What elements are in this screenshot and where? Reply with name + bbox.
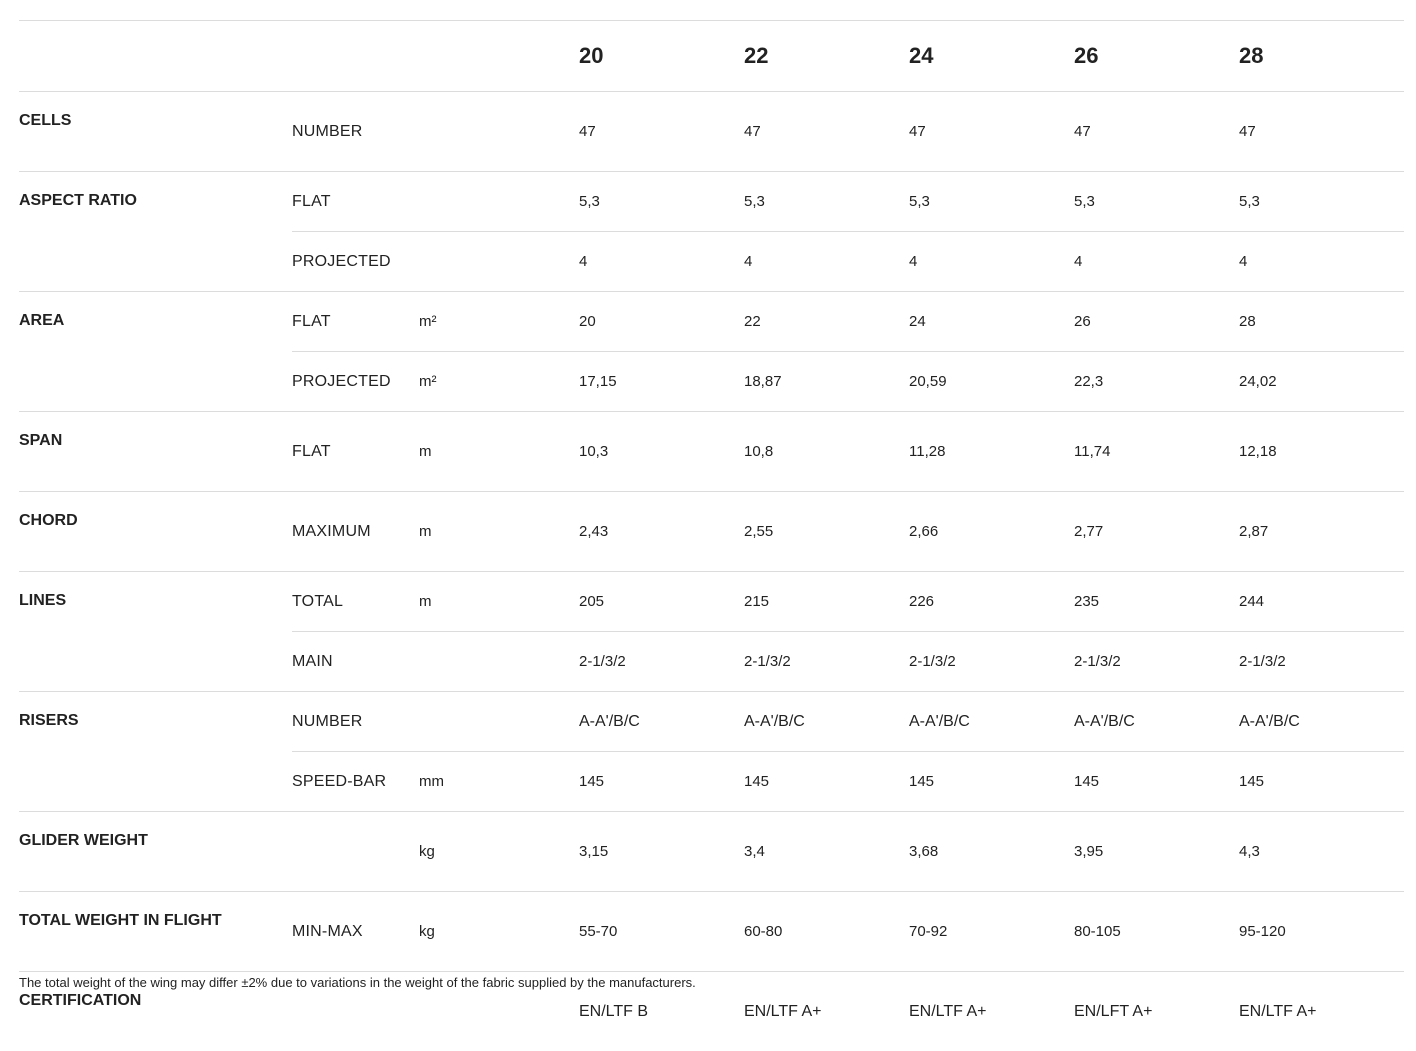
spec-value: 2,66 [909, 492, 1074, 572]
row-subcategory: MAXIMUM [292, 492, 419, 572]
size-header-row [19, 21, 1404, 92]
row-subcategory: PROJECTED [292, 232, 419, 292]
row-subcategory: TOTAL [292, 572, 419, 632]
spec-value: 4 [909, 232, 1074, 292]
header-blank-unit [419, 21, 579, 92]
spec-value: 145 [909, 752, 1074, 812]
spec-value: 5,3 [1239, 172, 1404, 232]
spec-value: 5,3 [909, 172, 1074, 232]
row-category: CHORD [19, 492, 292, 572]
header-blank-sub [292, 21, 419, 92]
row-subcategory: FLAT [292, 172, 419, 232]
spec-value: 22,3 [1074, 352, 1239, 412]
spec-value: 4 [1074, 232, 1239, 292]
spec-value: EN/LTF B [579, 972, 744, 1051]
spec-value: 47 [1239, 92, 1404, 172]
spec-value: 11,74 [1074, 412, 1239, 492]
spec-value: 215 [744, 572, 909, 632]
spec-value: 18,87 [744, 352, 909, 412]
row-unit: m [419, 572, 579, 632]
table-row [19, 412, 1404, 492]
spec-value: 47 [909, 92, 1074, 172]
table-row [19, 292, 1404, 352]
row-subcategory: FLAT [292, 412, 419, 492]
spec-value: 12,18 [1239, 412, 1404, 492]
table-row [19, 92, 1404, 172]
row-category: CERTIFICATION [19, 972, 292, 1051]
spec-value: 55-70 [579, 892, 744, 972]
row-subcategory: MAIN [292, 632, 419, 692]
row-unit: kg [419, 892, 579, 972]
spec-value: A-A'/B/C [579, 692, 744, 752]
spec-value: EN/LTF A+ [1239, 972, 1404, 1051]
spec-value: 17,15 [579, 352, 744, 412]
spec-value: 24,02 [1239, 352, 1404, 412]
row-category: SPAN [19, 412, 292, 492]
row-unit: m² [419, 352, 579, 412]
spec-value: 5,3 [744, 172, 909, 232]
size-header: 28 [1239, 21, 1404, 92]
spec-value: 145 [1239, 752, 1404, 812]
spec-value: 244 [1239, 572, 1404, 632]
table-row [19, 692, 1404, 752]
row-category: LINES [19, 572, 292, 692]
spec-value: 2,87 [1239, 492, 1404, 572]
size-header: 20 [579, 21, 744, 92]
row-unit: kg [419, 812, 579, 892]
spec-value: 47 [579, 92, 744, 172]
spec-value: 2,77 [1074, 492, 1239, 572]
row-unit [419, 232, 579, 292]
spec-value: 70-92 [909, 892, 1074, 972]
spec-value: 5,3 [579, 172, 744, 232]
spec-value: 3,95 [1074, 812, 1239, 892]
table-row [19, 172, 1404, 232]
spec-value: 80-105 [1074, 892, 1239, 972]
specs-table-container [19, 20, 1404, 1051]
size-header: 24 [909, 21, 1074, 92]
table-row [19, 572, 1404, 632]
spec-value: 60-80 [744, 892, 909, 972]
spec-value: 2-1/3/2 [579, 632, 744, 692]
spec-value: 226 [909, 572, 1074, 632]
row-unit [419, 172, 579, 232]
spec-value: A-A'/B/C [744, 692, 909, 752]
spec-value: 47 [1074, 92, 1239, 172]
row-unit: m [419, 412, 579, 492]
table-row [19, 492, 1404, 572]
spec-value: EN/LTF A+ [909, 972, 1074, 1051]
row-category: ASPECT RATIO [19, 172, 292, 292]
spec-value: 2-1/3/2 [1239, 632, 1404, 692]
spec-value: 4 [744, 232, 909, 292]
row-unit: m² [419, 292, 579, 352]
spec-value: 20,59 [909, 352, 1074, 412]
spec-value: 28 [1239, 292, 1404, 352]
row-unit: mm [419, 752, 579, 812]
spec-value: 2-1/3/2 [744, 632, 909, 692]
spec-value: A-A'/B/C [1239, 692, 1404, 752]
row-category: AREA [19, 292, 292, 412]
specs-table [19, 20, 1404, 1051]
size-header: 26 [1074, 21, 1239, 92]
spec-value: EN/LFT A+ [1074, 972, 1239, 1051]
row-subcategory: PROJECTED [292, 352, 419, 412]
row-unit [419, 92, 579, 172]
row-subcategory: NUMBER [292, 692, 419, 752]
spec-value: 235 [1074, 572, 1239, 632]
spec-value: 20 [579, 292, 744, 352]
spec-value: 3,68 [909, 812, 1074, 892]
spec-value: 4 [579, 232, 744, 292]
spec-value: 10,8 [744, 412, 909, 492]
spec-value: 145 [579, 752, 744, 812]
spec-value: 95-120 [1239, 892, 1404, 972]
spec-value: 2,55 [744, 492, 909, 572]
footnote: The total weight of the wing may differ ±2% due to variations in the weight of the fabric supplied by the manufacturers. [19, 975, 696, 990]
spec-value: 3,15 [579, 812, 744, 892]
spec-value: 24 [909, 292, 1074, 352]
row-category: GLIDER WEIGHT [19, 812, 292, 892]
spec-value: 11,28 [909, 412, 1074, 492]
row-unit [419, 632, 579, 692]
spec-value: 145 [744, 752, 909, 812]
spec-value: A-A'/B/C [1074, 692, 1239, 752]
spec-value: 26 [1074, 292, 1239, 352]
row-category: CELLS [19, 92, 292, 172]
spec-value: 4,3 [1239, 812, 1404, 892]
spec-value: 205 [579, 572, 744, 632]
row-category: TOTAL WEIGHT IN FLIGHT [19, 892, 292, 972]
row-subcategory: SPEED-BAR [292, 752, 419, 812]
row-subcategory: FLAT [292, 292, 419, 352]
table-row [19, 812, 1404, 892]
spec-value: A-A'/B/C [909, 692, 1074, 752]
spec-value: 5,3 [1074, 172, 1239, 232]
table-row [19, 892, 1404, 972]
row-subcategory: NUMBER [292, 92, 419, 172]
spec-value: EN/LTF A+ [744, 972, 909, 1051]
spec-value: 4 [1239, 232, 1404, 292]
spec-value: 3,4 [744, 812, 909, 892]
spec-value: 2,43 [579, 492, 744, 572]
row-unit [419, 692, 579, 752]
spec-value: 22 [744, 292, 909, 352]
spec-value: 10,3 [579, 412, 744, 492]
row-category: RISERS [19, 692, 292, 812]
row-unit: m [419, 492, 579, 572]
spec-value: 2-1/3/2 [1074, 632, 1239, 692]
spec-value: 47 [744, 92, 909, 172]
header-blank-category [19, 21, 292, 92]
spec-value: 145 [1074, 752, 1239, 812]
spec-value: 2-1/3/2 [909, 632, 1074, 692]
row-subcategory: MIN-MAX [292, 892, 419, 972]
row-subcategory [292, 812, 419, 892]
size-header: 22 [744, 21, 909, 92]
